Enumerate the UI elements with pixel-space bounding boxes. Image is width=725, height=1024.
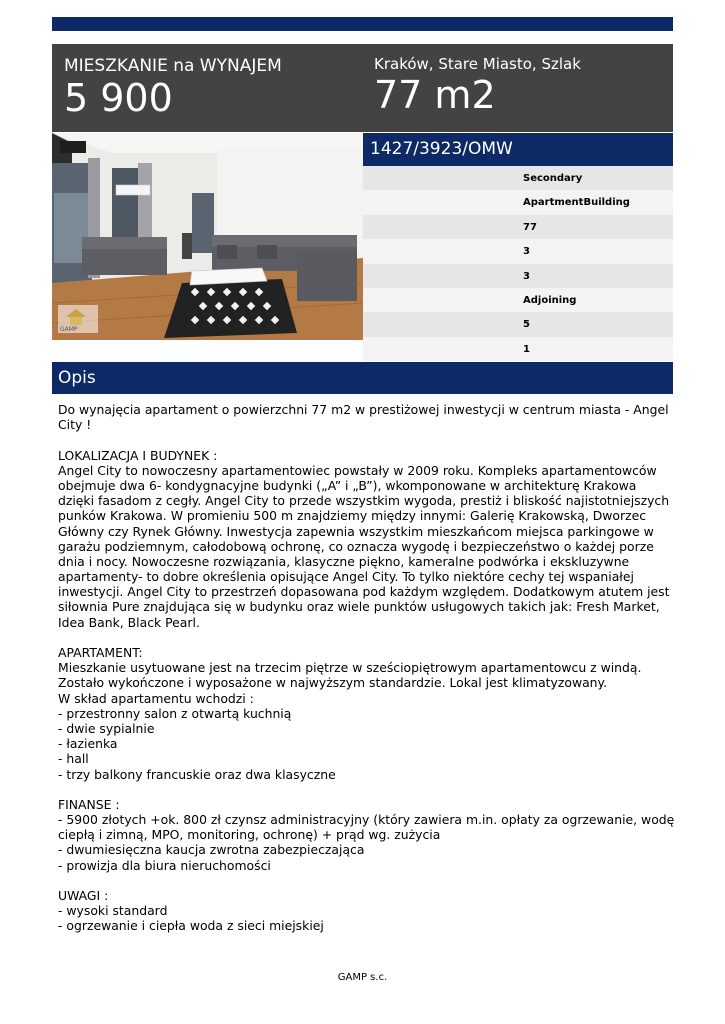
description-line: - 5900 złotych +ok. 800 zł czynsz administracyjny (który zawiera m.in. opłaty za ogrzewanie, wodę bbox=[58, 812, 675, 828]
description-line: inwestycji. Angel City to przestrzeń dopasowana pod każdym względem. Dodatkowym atutem jest bbox=[58, 584, 670, 600]
description-line bbox=[58, 630, 670, 645]
property-value: 3 bbox=[523, 270, 530, 282]
property-value: 1 bbox=[523, 343, 530, 355]
description-line: - dwie sypialnie bbox=[58, 720, 155, 736]
description-line: dnia i nocy. Nowoczesne rozwiązania, klasyczne piękno, kameralne podwórka i ekskluzywne bbox=[58, 553, 630, 569]
description-line: - hall bbox=[58, 751, 89, 767]
footer-company: GAMP s.c. bbox=[337, 972, 388, 983]
description-line: FINANSE : bbox=[58, 796, 120, 812]
description-line: Do wynajęcia apartament o powierzchni 77 m2 w prestiżowej inwestycji w centrum miasta - Angel bbox=[58, 402, 669, 417]
property-row bbox=[363, 264, 673, 288]
property-row bbox=[363, 288, 673, 312]
photo-watermark: GAMP bbox=[60, 326, 78, 333]
property-list bbox=[363, 166, 673, 361]
description-line: Mieszkanie usytuowane jest na trzecim piętrze w sześciopiętrowym apartamentowcu z windą. bbox=[58, 660, 642, 676]
living-room-illustration bbox=[52, 133, 363, 340]
description-title: Opis bbox=[58, 368, 96, 388]
description-line: City ! bbox=[58, 417, 92, 433]
description-line: siłownia Pure znajdująca się w budynku oraz wiele punktów usługowych takich jak: Fresh Market, bbox=[58, 599, 660, 615]
property-value: 77 bbox=[523, 221, 537, 233]
description-line: garażu podziemnym, całodobową ochronę, co oznacza wygodę i bezpieczeństwo o każdej porze bbox=[58, 538, 654, 554]
description-line: Główny czy Rynek Główny. Inwestycja zapewnia wszystkim mieszkańcom miejsca parkingowe w bbox=[58, 523, 654, 539]
description-line: - prowizja dla biura nieruchomości bbox=[58, 857, 271, 873]
apartment-photo bbox=[52, 133, 363, 340]
description-line: W skład apartamentu wchodzi : bbox=[58, 690, 254, 706]
description-line: - trzy balkony francuskie oraz dwa klasyczne bbox=[58, 766, 336, 782]
description-line: dzięki fasadom z cegły. Angel City to przede wszystkim wygoda, prestiż i bliskość najistotniejszych bbox=[58, 493, 670, 509]
property-row bbox=[363, 312, 673, 336]
description-line bbox=[58, 782, 670, 797]
listing-location: Kraków, Stare Miasto, Szlak bbox=[374, 55, 581, 73]
listing-type: MIESZKANIE na WYNAJEM bbox=[64, 56, 282, 76]
listing-price: 5 900 bbox=[64, 76, 173, 120]
property-row bbox=[363, 166, 673, 190]
property-row bbox=[363, 337, 673, 361]
property-row bbox=[363, 215, 673, 239]
description-line bbox=[58, 873, 670, 888]
description-line: Zostało wykończone i wyposażone w najwyższym standardzie. Lokal jest klimatyzowany. bbox=[58, 675, 608, 691]
description-line: - dwumiesięczna kaucja zwrotna zabezpieczająca bbox=[58, 842, 365, 858]
property-value: 3 bbox=[523, 246, 530, 258]
property-value: Adjoining bbox=[523, 294, 577, 306]
description-line: - przestronny salon z otwartą kuchnią bbox=[58, 705, 292, 721]
description-line: UWAGI : bbox=[58, 888, 109, 903]
property-row bbox=[363, 190, 673, 214]
description-line bbox=[58, 432, 670, 447]
description-line: - łazienka bbox=[58, 736, 118, 752]
description-body bbox=[58, 402, 675, 934]
description-line: Idea Bank, Black Pearl. bbox=[58, 614, 200, 630]
description-line: apartamenty- to dobre określenia opisujące Angel City. To tylko niektóre cechy tej wspaniałej bbox=[58, 569, 634, 585]
description-line: LOKALIZACJA I BUDYNEK : bbox=[58, 447, 218, 463]
property-value: 5 bbox=[523, 319, 530, 331]
description-header bbox=[52, 362, 673, 394]
description-line: ciepłą i zimną, MPO, monitoring, ochronę) + prąd wg. zużycia bbox=[58, 827, 441, 843]
description-line: Angel City to nowoczesny apartamentowiec powstały w 2009 roku. Kompleks apartamentowców bbox=[58, 462, 657, 478]
reference-bar bbox=[363, 133, 673, 166]
property-value: ApartmentBuilding bbox=[523, 197, 630, 209]
description-line: punków Krakowa. W promieniu 500 m znajdziemy między innymi: Galerię Krakowską, Dworzec bbox=[58, 508, 647, 524]
property-row bbox=[363, 239, 673, 263]
description-line: obejmuje dwa 6- kondygnacyjne budynki („A” i „B”), wkomponowane w architekturę Krakowa bbox=[58, 477, 637, 493]
listing-area: 77 m2 bbox=[374, 73, 496, 117]
top-accent-bar bbox=[52, 17, 673, 31]
description-line: - wysoki standard bbox=[58, 903, 168, 919]
description-line: - ogrzewanie i ciepła woda z sieci miejskiej bbox=[58, 918, 324, 934]
property-value: Secondary bbox=[523, 173, 583, 184]
listing-header bbox=[52, 44, 673, 132]
description-line: APARTAMENT: bbox=[58, 645, 143, 660]
listing-reference: 1427/3923/OMW bbox=[370, 139, 513, 159]
